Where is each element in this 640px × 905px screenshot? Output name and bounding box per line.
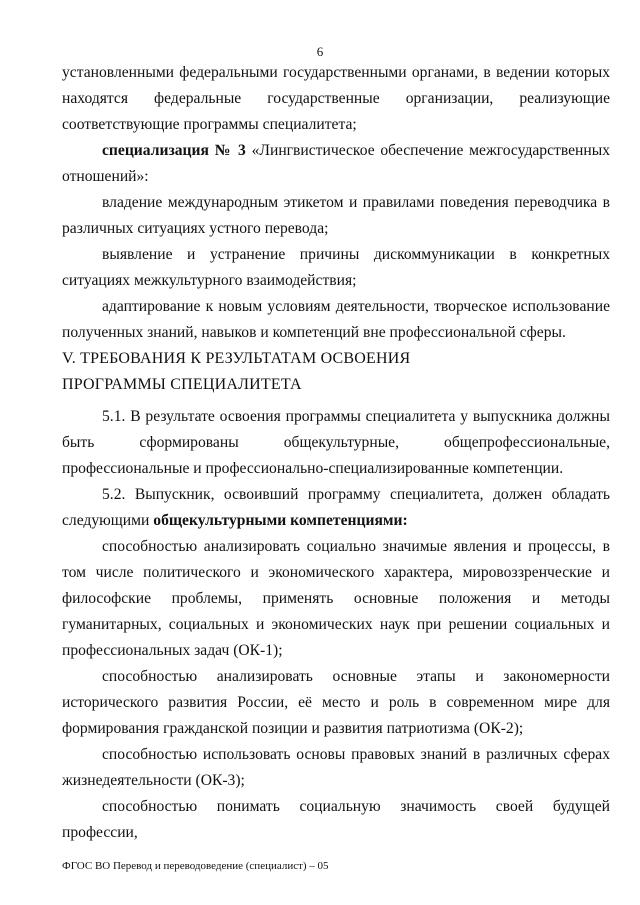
paragraph-adaptation: адаптирование к новым условиям деятельности, творческое использование полученных знаний, навыков и компетенций вне профессиональной сферы. [62,298,610,341]
competency-ok-4-start: способностью понимать социальную значимость своей будущей профессии, [62,798,610,841]
competency-ok-3: способностью использовать основы правовых знаний в различных сферах жизнедеятельности (ОК-3); [62,746,610,789]
competency-ok-1: способностью анализировать социально значимые явления и процессы, в том числе политического и экономического характера, мировоззренческие и философские проблемы, применять основные положения и методы гуманитарных, социальных и экономических наук при решении социальных и профессиональных задач (ОК-1); [62,538,610,659]
section-title-line-1: V. ТРЕБОВАНИЯ К РЕЗУЛЬТАТАМ ОСВОЕНИЯ [62,350,411,367]
specialization-title: «Лингвистическое обеспечение межгосударственных отношений»: [62,142,610,185]
section-title-line-2: ПРОГРАММЫ СПЕЦИАЛИТЕТА [62,376,302,393]
paragraph-specialization [62,138,610,190]
paragraph-5-1: 5.1. В результате освоения программы специалитета у выпускника должны быть сформированы общекультурные, общепрофессиональные, профессиональные и профессионально-специализированные компетенции. [62,408,610,477]
general-cultural-competencies-label: общекультурными компетенциями: [153,512,408,529]
paragraph-etiquette: владение международным этикетом и правилами поведения переводчика в различных ситуациях устного перевода; [62,194,610,237]
page-number: 6 [316,44,324,59]
paragraph-5-2-text: 5.2. Выпускник, освоивший программу специалитета, должен обладать следующими [62,486,610,529]
document-body [62,60,610,846]
paragraph-5-2 [62,482,610,534]
paragraph-discommunication: выявление и устранение причины дискоммуникации в конкретных ситуациях межкультурного взаимодействия; [62,246,610,289]
specialization-label: специализация № 3 [102,142,246,159]
page-footer: ФГОС ВО Перевод и переводоведение (специалист) – 05 [62,860,329,872]
competency-ok-2: способностью анализировать основные этапы и закономерности исторического развития России, её место и роль в современном мире для формирования гражданской позиции и развития патриотизма (ОК-2); [62,668,610,737]
paragraph-organs: установленными федеральными государственными органами, в ведении которых находятся федеральные государственные организации, реализующие соответствующие программы специалитета; [62,64,610,133]
